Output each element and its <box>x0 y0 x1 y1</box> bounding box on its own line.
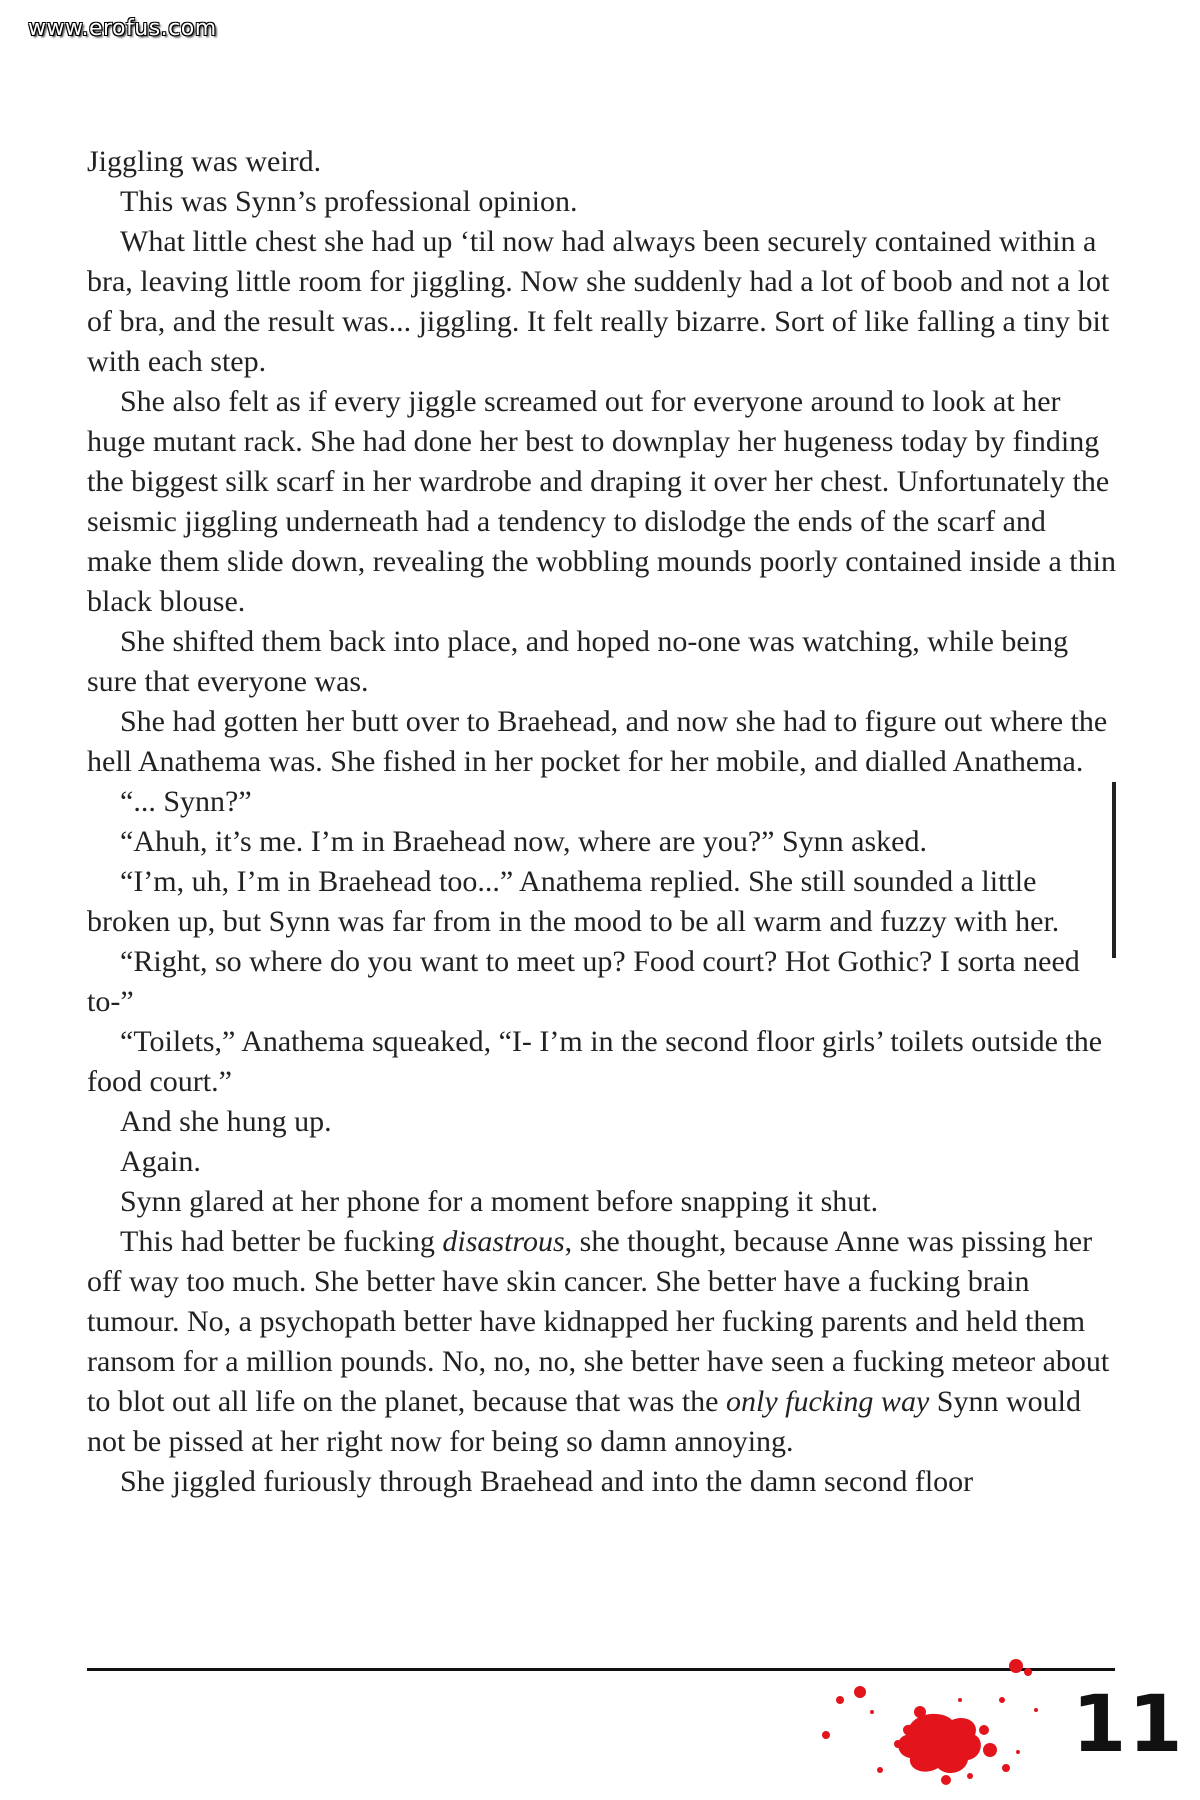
paragraph: She shifted them back into place, and hoped no-one was watching, while being sure that everyone was. <box>87 625 1069 698</box>
paragraph: She jiggled furiously through Braehead and into the damn second floor <box>120 1465 974 1498</box>
paragraph: “Toilets,” Anathema squeaked, “I- I’m in the second floor girls’ toilets outside the food court.” <box>87 1025 1103 1098</box>
blood-splatter-icon <box>770 1640 1090 1800</box>
paragraph: “Ahuh, it’s me. I’m in Braehead now, where are you?” Synn asked. <box>120 825 927 858</box>
paragraph: Again. <box>120 1145 201 1178</box>
text-run: , she thought, because Anne was pissing her off way too much. She better have skin cancer. She better have a fucking brain tumour. No, a psychopath better have kidnapped her fucking parents and held them ransom for a million pounds. No, no, no, she better have seen a fucking meteor about to blot out all life on the planet, because that was the <box>87 1225 1110 1418</box>
text-run: This had better be fucking <box>120 1225 443 1258</box>
paragraph: And she hung up. <box>120 1105 332 1138</box>
emphasis-only-way: only fucking way <box>725 1385 930 1418</box>
paragraph: She had gotten her butt over to Braehead, and now she had to figure out where the hell Anathema was. She fished in her pocket for her mobile, and dialled Anathema. <box>87 705 1108 778</box>
text-run: Synn would not be pissed at her right now for being so damn annoying. <box>87 1385 1081 1458</box>
watermark: www.erofus.com <box>28 16 217 41</box>
paragraph: “I’m, uh, I’m in Braehead too...” Anathema replied. She still sounded a little broken up, but Synn was far from in the mood to be all warm and fuzzy with her. <box>87 865 1060 938</box>
page-number: 11 <box>1072 1680 1185 1770</box>
paragraph: She also felt as if every jiggle screamed out for everyone around to look at her huge mutant rack. She had done her best to downplay her hugeness today by finding the biggest silk scarf in her wardrobe and draping it over her chest. Unfortunately the seismic jiggling underneath had a tendency to dislodge the ends of the scarf and make them slide down, revealing the wobbling mounds poorly contained inside a thin black blouse. <box>87 385 1116 618</box>
paragraph: “... Synn?” <box>120 785 252 818</box>
paragraph: Synn glared at her phone for a moment before snapping it shut. <box>120 1185 879 1218</box>
emphasis-disastrous: disastrous <box>442 1225 565 1258</box>
paragraph-emphasis <box>87 1222 1117 1462</box>
margin-bar <box>1112 782 1116 958</box>
paragraph: Jiggling was weird. <box>87 145 322 178</box>
page-body <box>87 142 1117 1502</box>
paragraph: What little chest she had up ‘til now had always been securely contained within a bra, leaving little room for jiggling. Now she suddenly had a lot of boob and not a lot of bra, and the result was... jiggling. It felt really bizarre. Sort of like falling a tiny bit with each step. <box>87 225 1110 378</box>
paragraph: This was Synn’s professional opinion. <box>120 185 578 218</box>
paragraph: “Right, so where do you want to meet up? Food court? Hot Gothic? I sorta need to-” <box>87 945 1080 1018</box>
